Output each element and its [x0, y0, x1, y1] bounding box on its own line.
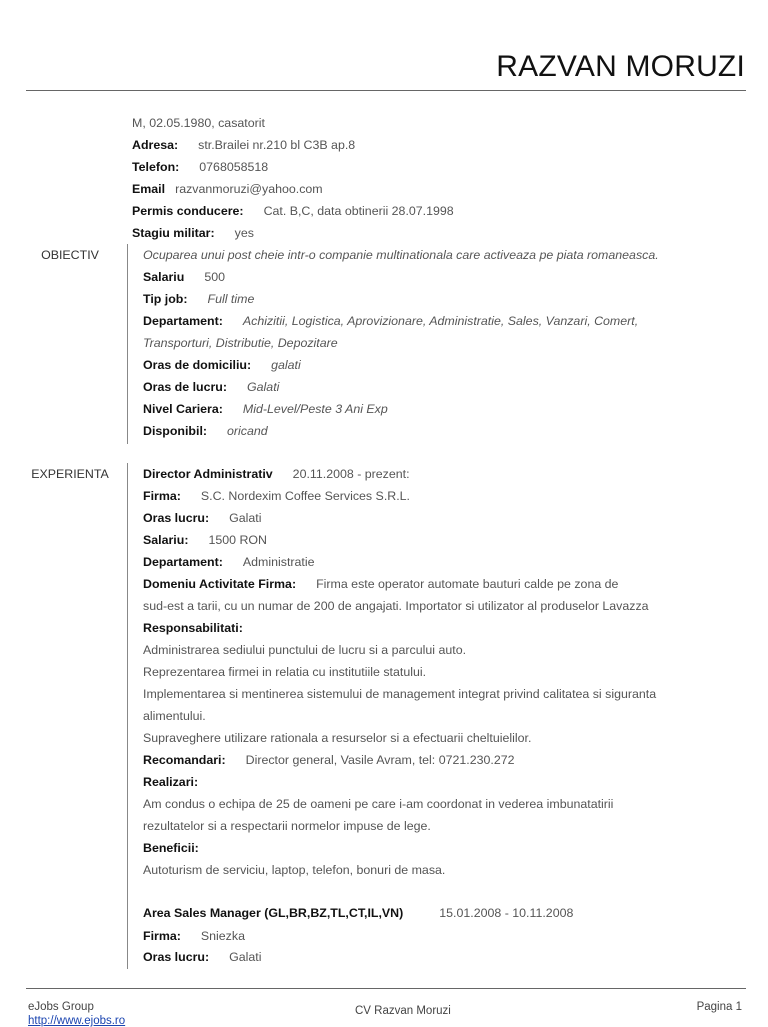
department-row: Departament: Achizitii, Logistica, Aprovizionare, Administratie, Sales, Vanzari, Comert, [143, 314, 639, 328]
job1-benefits-label: Beneficii: [143, 841, 199, 855]
page-title: RAZVAN MORUZI [496, 50, 745, 83]
job1-domain-row-cont: sud-est a tarii, cu un numar de 200 de angajati. Importator si utilizator al produselor Lavazza [143, 599, 649, 613]
objective-text: Ocuparea unui post cheie intr-o companie multinationala care activeaza pe piata romaneasca. [143, 248, 659, 262]
home-city-row: Oras de domiciliu: galati [143, 358, 301, 372]
footer-company: eJobs Group [28, 1001, 94, 1013]
license-row: Permis conducere: Cat. B,C, data obtinerii 28.07.1998 [132, 204, 454, 218]
job1-responsibility-item: alimentului. [143, 709, 206, 723]
job1-benefits-text: Autoturism de serviciu, laptop, telefon, bonuri de masa. [143, 863, 446, 877]
job1-responsibilities-label: Responsabilitati: [143, 621, 243, 635]
career-level-row: Nivel Cariera: Mid-Level/Peste 3 Ani Exp [143, 402, 388, 416]
job-type-row: Tip job: Full time [143, 292, 255, 306]
military-row: Stagiu militar: yes [132, 226, 254, 240]
footer-document-title: CV Razvan Moruzi [355, 1005, 451, 1017]
footer-link[interactable] [28, 1015, 125, 1027]
job1-recommendations-row: Recomandari: Director general, Vasile Avram, tel: 0721.230.272 [143, 753, 515, 767]
footer-page-number: Pagina 1 [696, 1001, 742, 1013]
job1-responsibility-item: Supraveghere utilizare rationala a resurselor si a efectuarii cheltuielilor. [143, 731, 532, 745]
job1-department-row: Departament: Administratie [143, 555, 315, 569]
job1-achievements-label: Realizari: [143, 775, 199, 789]
job1-city-row: Oras lucru: Galati [143, 511, 262, 525]
footer-divider [26, 988, 746, 989]
phone-row: Telefon: 0768058518 [132, 160, 269, 174]
job2-company-row: Firma: Sniezka [143, 929, 245, 943]
personal-summary: M, 02.05.1980, casatorit [132, 116, 265, 130]
department-row-cont: Transporturi, Distributie, Depozitare [143, 336, 338, 350]
job1-achievement-text: Am condus o echipa de 25 de oameni pe care i-am coordonat in vederea imbunatatirii [143, 797, 614, 811]
job1-domain-row: Domeniu Activitate Firma: Firma este operator automate bauturi calde pe zona de [143, 577, 619, 591]
header-divider [26, 90, 746, 91]
job1-responsibility-item: Implementarea si mentinerea sistemului de management integrat privind calitatea si siguranta [143, 687, 657, 701]
job1-title-row: Director Administrativ 20.11.2008 - prezent: [143, 467, 410, 481]
job1-responsibility-item: Reprezentarea firmei in relatia cu institutiile statului. [143, 665, 427, 679]
availability-row: Disponibil: oricand [143, 424, 268, 438]
experience-vertical-rule [127, 463, 128, 969]
email-row: Email razvanmoruzi@yahoo.com [132, 182, 323, 196]
job1-responsibility-item: Administrarea sediului punctului de lucru si a parcului auto. [143, 643, 467, 657]
job1-achievement-text: rezultatelor si a respectarii normelor impuse de lege. [143, 819, 431, 833]
address-row: Adresa: str.Brailei nr.210 bl C3B ap.8 [132, 138, 356, 152]
ejobs-link[interactable]: http://www.ejobs.ro [28, 1015, 126, 1027]
job2-title-row: Area Sales Manager (GL,BR,BZ,TL,CT,IL,VN) 15.01.2008 - 10.11.2008 [143, 906, 574, 920]
work-city-row: Oras de lucru: Galati [143, 380, 280, 394]
section-label-objective: OBIECTIV [41, 248, 99, 262]
job2-city-row: Oras lucru: Galati [143, 950, 262, 964]
objective-vertical-rule [127, 244, 128, 444]
section-label-experience: EXPERIENTA [31, 467, 109, 481]
salary-row: Salariu 500 [143, 270, 226, 284]
job1-company-row: Firma: S.C. Nordexim Coffee Services S.R.L. [143, 489, 410, 503]
job1-salary-row: Salariu: 1500 RON [143, 533, 267, 547]
